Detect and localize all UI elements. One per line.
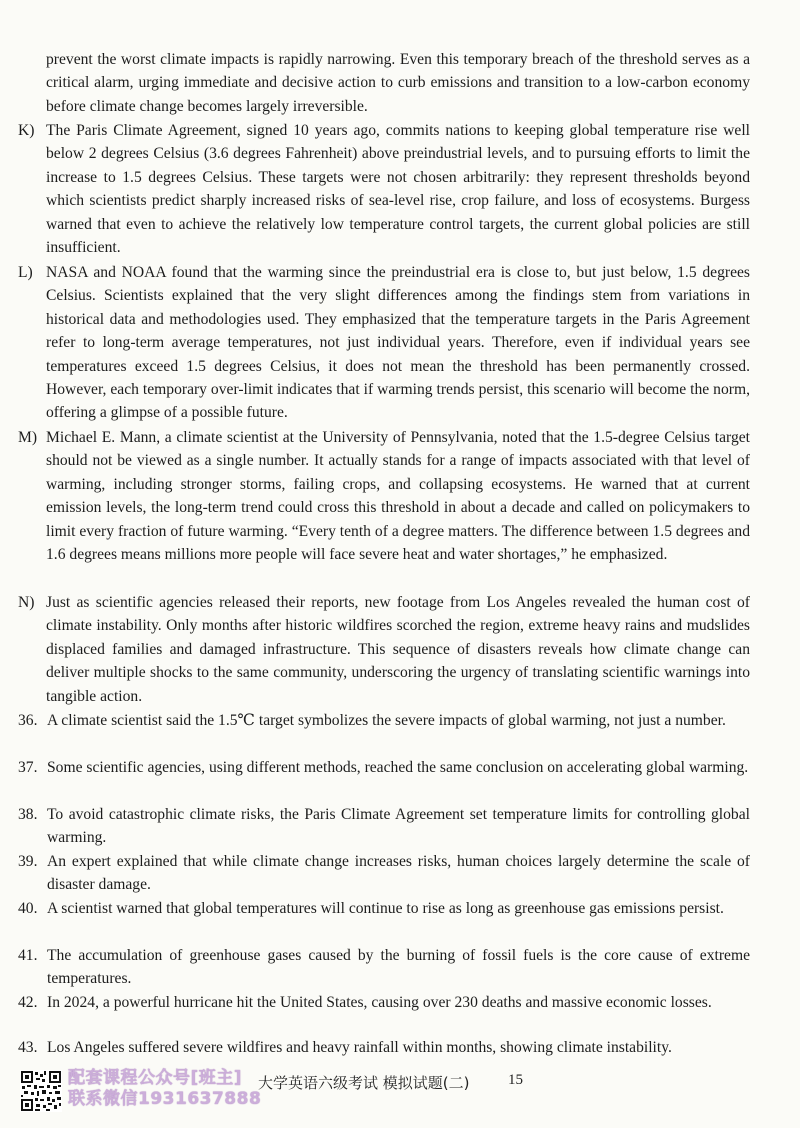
question-number: 38. [18,806,38,823]
paragraph-n [18,591,750,708]
question-number: 39. [18,853,38,870]
paragraph-text: prevent the worst climate impacts is rapidly narrowing. Even this temporary breach of the threshold serves as a critical alarm, urging immediate and decisive action to curb emissions and transition to a low-carbon economy before climate change becomes largely irreversible. [46,51,750,115]
paragraph-text: Michael E. Mann, a climate scientist at the University of Pennsylvania, noted that the 1.5-degree Celsius target should not be viewed as a single number. It actually stands for a range of impacts associated with that level of warming, including stronger storms, failing crops, and collapsing ecosystems. He warned that at current emission levels, the long-term trend could cross this threshold in about a decade and called on policymakers to limit every fraction of future warming. “Every tenth of a degree matters. The difference between 1.5 degrees and 1.6 degrees means millions more people will face severe heat and water shortages,” he emphasized. [46,429,750,564]
qr-code-icon [20,1070,62,1112]
paragraph-text: NASA and NOAA found that the warming since the preindustrial era is close to, but just below, 1.5 degrees Celsius. Scientists explained that the very slight differences among the findings stem from variations in historical data and methodologies used. They emphasized that the temperature targets in the Paris Agreement refer to long-term average temperatures, not just individual years. Therefore, even if individual years see temperatures exceed 1.5 degrees Celsius, it does not mean the threshold has been permanently crossed. However, each temporary over-limit indicates that if warming trends persist, this scenario will become the norm, offering a glimpse of a possible future. [46,264,750,422]
question-number: 36. [18,712,38,729]
question-40 [18,897,750,920]
paragraph-l [18,261,750,425]
question-number: 41. [18,947,38,964]
paragraph-label: N) [18,594,35,611]
paragraph-k [18,119,750,259]
paragraph-label: M) [18,429,38,446]
question-text: Los Angeles suffered severe wildfires and heavy rainfall within months, showing climate instability. [47,1039,672,1056]
question-text: An expert explained that while climate change increases risks, human choices largely determine the scale of disaster damage. [47,853,750,894]
page-number: 15 [508,1072,523,1088]
question-number: 40. [18,900,38,917]
question-36 [18,709,750,732]
footer-title: 大学英语六级考试 模拟试题(二) [258,1074,470,1092]
question-42 [18,991,750,1014]
question-text: A climate scientist said the 1.5℃ target symbolizes the severe impacts of global warming, not just a number. [47,712,726,729]
question-39 [18,850,750,897]
paragraph-continuation [18,48,750,118]
watermark-line-1: 配套课程公众号[班主] [68,1068,243,1088]
question-text: In 2024, a powerful hurricane hit the United States, causing over 230 deaths and massive economic losses. [47,994,712,1011]
question-37 [18,756,750,779]
page-footer [0,1068,800,1128]
paragraph-text: The Paris Climate Agreement, signed 10 years ago, commits nations to keeping global temperature rise well below 2 degrees Celsius (3.6 degrees Fahrenheit) above preindustrial levels, and to pursuing efforts to limit the increase to 1.5 degrees Celsius. These targets were not chosen arbitrarily: they represent thresholds beyond which scientists predict sharply increased risks of sea-level rise, crop failure, and loss of ecosystems. Burgess warned that even to achieve the relatively low temperature control targets, the current global policies are still insufficient. [46,122,750,257]
question-number: 37. [18,759,38,776]
question-text: To avoid catastrophic climate risks, the Paris Climate Agreement set temperature limits for controlling global warming. [47,806,750,847]
question-43 [18,1036,750,1059]
question-text: Some scientific agencies, using different methods, reached the same conclusion on accelerating global warming. [47,759,749,776]
question-38 [18,803,750,850]
question-text: A scientist warned that global temperatures will continue to rise as long as greenhouse gas emissions persist. [47,900,724,917]
paragraph-label: L) [18,264,33,281]
question-41 [18,944,750,991]
paragraph-label: K) [18,122,35,139]
question-number: 43. [18,1039,38,1056]
paragraph-text: Just as scientific agencies released their reports, new footage from Los Angeles revealed the human cost of climate instability. Only months after historic wildfires scorched the region, extreme heavy rains and mudslides displaced families and damaged infrastructure. This sequence of disasters reveals how climate change can deliver multiple shocks to the same community, underscoring the urgency of translating scientific warnings into tangible action. [46,594,750,705]
question-number: 42. [18,994,38,1011]
paragraph-m [18,426,750,566]
watermark-line-2: 联系微信1931637888 [68,1089,262,1109]
question-text: The accumulation of greenhouse gases caused by the burning of fossil fuels is the core cause of extreme temperatures. [47,947,750,988]
